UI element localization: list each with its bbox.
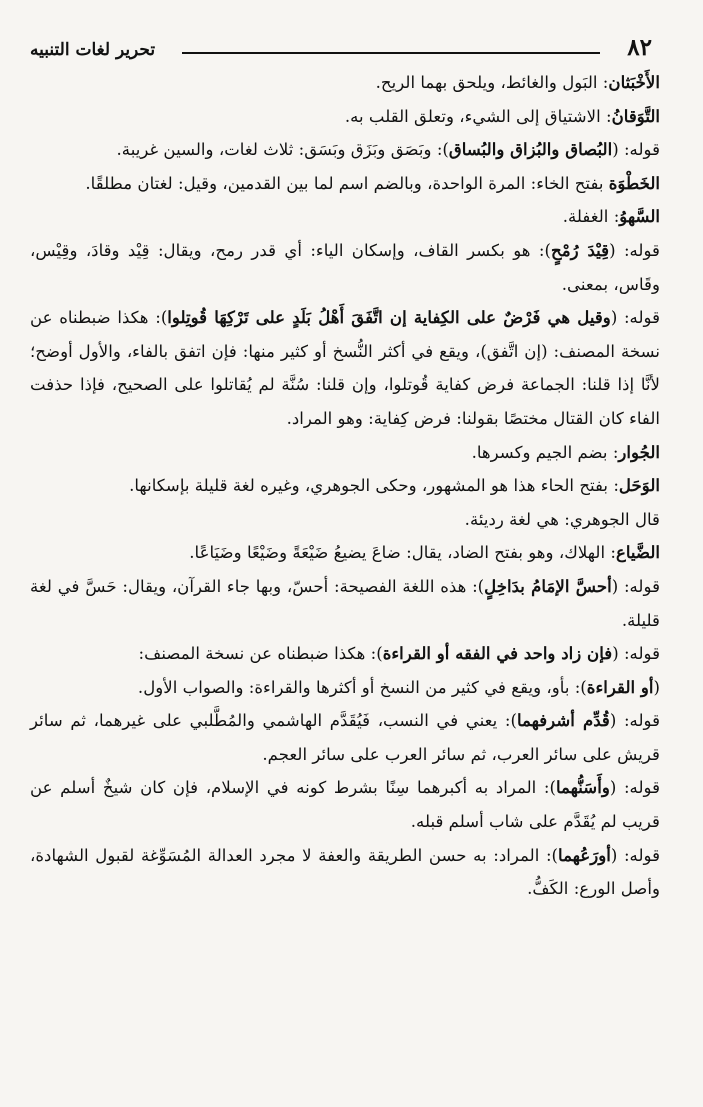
page-body — [30, 66, 660, 906]
quote-prefix: قوله: ( — [610, 845, 661, 865]
definition: : الهلاك، وهو بفتح الضاد، يقال: ضاعَ يضيعُ ضَيْعَةً وضَيْعًا وضَيَاعًا. — [189, 543, 616, 563]
headword: الوَحَل — [618, 475, 660, 496]
commentary: ): المراد به أكبرهما سِنًا بشرط كونه في الإسلام، فإن كان شيخٌ أسلم عن قريب لم يُقَدَّم على شاب أسلم قبله. — [30, 778, 660, 832]
paragraph — [30, 570, 660, 637]
quoted-term: أورَعُهما — [558, 844, 611, 865]
commentary: ): وبَصَق وبَزَق وبَسَق: ثلاث لغات، والسين غريبة. — [116, 140, 449, 160]
paragraph — [30, 704, 660, 771]
quoted-term: أحسَّ الإمَامُ بدَاخِلٍ — [484, 575, 612, 596]
commentary: ): يعني في النسب، فَيُقَدَّم الهاشمي والمُطَّلبي على غيرهما، ثم سائر قريش على سائر العرب، ثم سائر العرب على سائر العجم. — [30, 711, 660, 764]
note: قال الجوهري: هي لغة رديئة. — [464, 509, 660, 529]
definition: : بضم الجيم وكسرها. — [471, 442, 619, 462]
commentary: ): هذه اللغة الفصيحة: أحسّ، وبها جاء القرآن، ويقال: حَسَّ في لغة قليلة. — [30, 576, 660, 630]
headword: السَّهوُ — [619, 206, 660, 227]
commentary: ): بأو، ويقع في كثير من النسخ أو أكثرها والقراءة: والصواب الأول. — [137, 677, 587, 697]
quoted-term: فإن زاد واحد في الفقه أو القراءة — [382, 643, 613, 664]
paragraph — [30, 503, 660, 537]
definition: : الاشتياق إلى الشيء، وتعلق القلب به. — [344, 106, 612, 126]
quoted-term: وقيل هي فَرْضٌ على الكِفاية إن اتَّفَقَ أَهْلُ بَلَدٍ على تَرْكِهَا قُوتِلوا — [167, 307, 611, 328]
commentary: ): هكذا ضبطناه عن نسخة المصنف: (إن اتَّفق)، ويقع في أكثر النُّسخ أو كثير منها: فإن اتفق بالفاء، والأول أوضح؛ لأنَّا إذا قلنا: الجماعة فرض كفاية قُوتلوا، وإن قلنا: سُنَّة لم يُقاتلوا على الصحيح، فإذا حذفت الفاء كان القتال مختصًا بقولنا: فرض كِفاية: وهو المراد. — [30, 308, 660, 428]
paragraph — [30, 200, 660, 234]
headword: التَّوَقانُ — [611, 105, 660, 126]
paragraph — [30, 536, 660, 570]
headword: الجُوار — [618, 441, 660, 462]
quoted-term: البُصاق والبُزاق والبُساق — [448, 139, 613, 160]
quoted-term: قُدِّم أشرفهما — [516, 710, 610, 731]
paragraph — [30, 66, 660, 100]
quote-prefix: قوله: ( — [610, 308, 660, 328]
commentary: ): المراد: به حسن الطريقة والعفة لا مجرد العدالة المُسَوِّغة لقبول الشهادة، وأصل الورع: الكَفُّ. — [30, 845, 660, 899]
paragraph — [30, 100, 660, 134]
quoted-term: وأَسَنُّهما — [556, 777, 610, 798]
quote-prefix: ( — [653, 677, 660, 697]
paragraph — [30, 671, 660, 705]
quoted-term: قِيْدَ رُمْحٍ — [550, 239, 610, 260]
quote-prefix: قوله: ( — [612, 644, 660, 664]
running-header — [30, 28, 656, 68]
page-number: ٨٢ — [627, 34, 652, 61]
headword: الضَّياع — [615, 542, 660, 563]
paragraph — [30, 133, 660, 167]
paragraph — [30, 436, 660, 470]
quote-prefix: قوله: ( — [609, 240, 660, 260]
definition: بفتح الخاء: المرة الواحدة، وبالضم اسم لما بين القدمين، وقيل: لغتان مطلقًا. — [85, 173, 609, 193]
commentary: ): هكذا ضبطناه عن نسخة المصنف: — [138, 644, 383, 664]
definition: : البَول والغائط، ويلحق بهما الريح. — [375, 73, 609, 92]
headword: الأَخْبَثان — [608, 72, 660, 92]
headword: الخَطْوَة — [608, 172, 660, 193]
quoted-term: أو القراءة — [586, 676, 654, 697]
paragraph — [30, 469, 660, 503]
definition: : الغفلة. — [562, 207, 620, 227]
quote-prefix: قوله: ( — [609, 711, 661, 731]
quote-prefix: قوله: ( — [609, 778, 661, 798]
header-rule — [182, 52, 600, 54]
quote-prefix: قوله: ( — [612, 140, 660, 160]
paragraph — [30, 839, 660, 906]
paragraph — [30, 637, 660, 671]
paragraph — [30, 167, 660, 201]
running-title: تحرير لغات التنبيه — [30, 40, 156, 60]
commentary: ): هو بكسر القاف، وإسكان الياء: أي قدر رمح، ويقال: قِيْد وقادَ، وقِيْس، وقَاس، بمعنى. — [30, 240, 660, 294]
paragraph — [30, 771, 660, 838]
paragraph — [30, 301, 660, 435]
quote-prefix: قوله: ( — [611, 576, 660, 596]
paragraph — [30, 234, 660, 301]
definition: : بفتح الحاء هذا هو المشهور، وحكى الجوهري، وغيره لغة قليلة بإسكانها. — [129, 476, 619, 496]
